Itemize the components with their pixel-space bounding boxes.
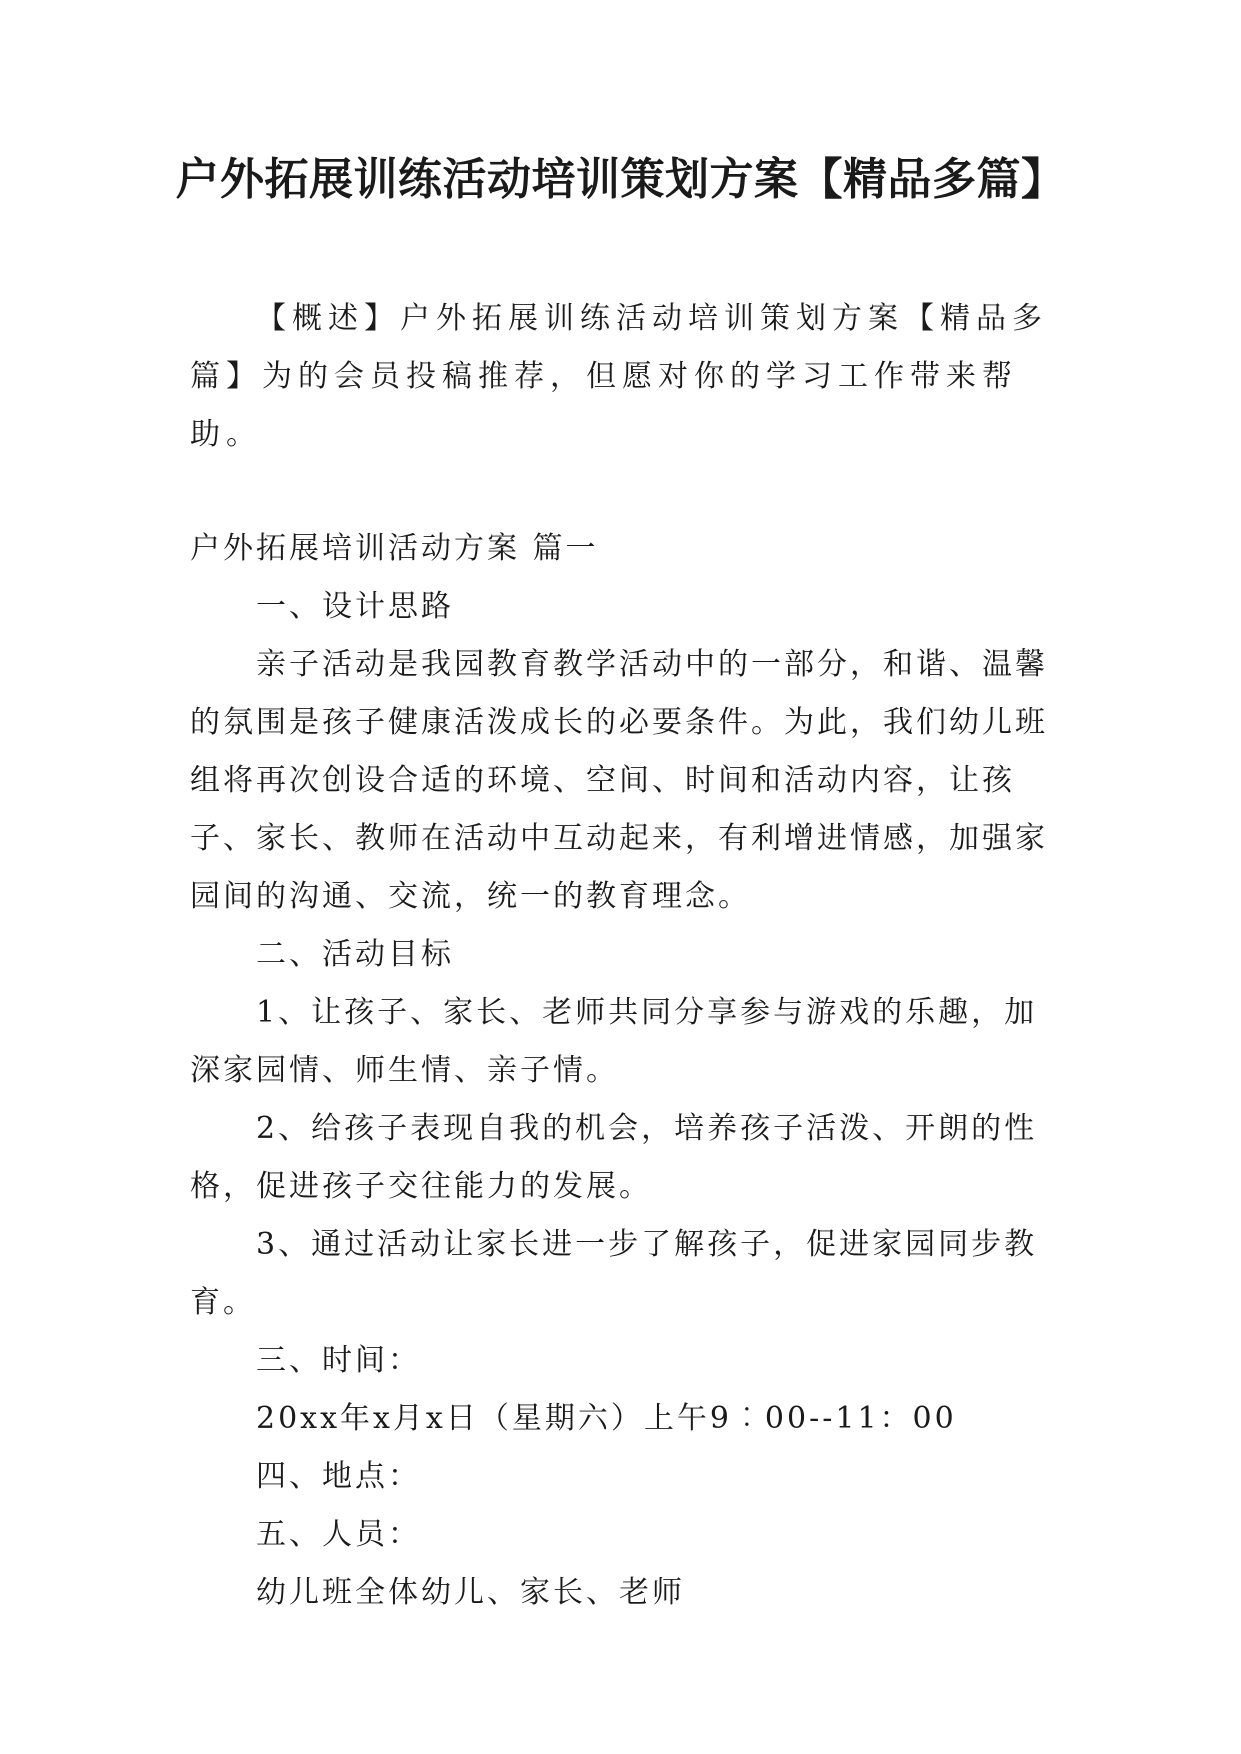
- goal-item-3: 3、通过活动让家长进一步了解孩子，促进家园同步教育。: [190, 1227, 1038, 1320]
- goal-item-2: 2、给孩子表现自我的机会，培养孩子活泼、开朗的性格，促进孩子交往能力的发展。: [190, 1111, 1038, 1204]
- time-value: 20xx年x月x日（星期六）上午9︰00--11：00: [256, 1401, 957, 1436]
- participants-value: 幼儿班全体幼儿、家长、老师: [256, 1575, 685, 1610]
- heading-design-idea: 一、设计思路: [256, 589, 454, 624]
- document-title: 户外拓展训练活动培训策划方案【精品多篇】: [175, 154, 1066, 205]
- heading-time: 三、时间：: [256, 1343, 421, 1378]
- paragraph-design-idea: 亲子活动是我园教育教学活动中的一部分，和谐、温馨的氛围是孩子健康活泼成长的必要条件。为此，我们幼儿班组将再次创设合适的环境、空间、时间和活动内容，让孩子、家长、教师在活动中互动起来，有利增进情感，加强家园间的沟通、交流，统一的教育理念。: [190, 647, 1048, 914]
- heading-participants: 五、人员：: [256, 1517, 421, 1552]
- heading-location: 四、地点：: [256, 1459, 421, 1494]
- document-body: [190, 290, 1050, 1622]
- heading-activity-goals: 二、活动目标: [256, 937, 454, 972]
- goal-item-1: 1、让孩子、家长、老师共同分享参与游戏的乐趣，加深家园情、师生情、亲子情。: [190, 995, 1038, 1088]
- section-title: 户外拓展培训活动方案 篇一: [190, 531, 599, 566]
- summary-paragraph: 【概述】户外拓展训练活动培训策划方案【精品多篇】为的会员投稿推荐，但愿对你的学习工作带来帮助。: [190, 301, 1048, 452]
